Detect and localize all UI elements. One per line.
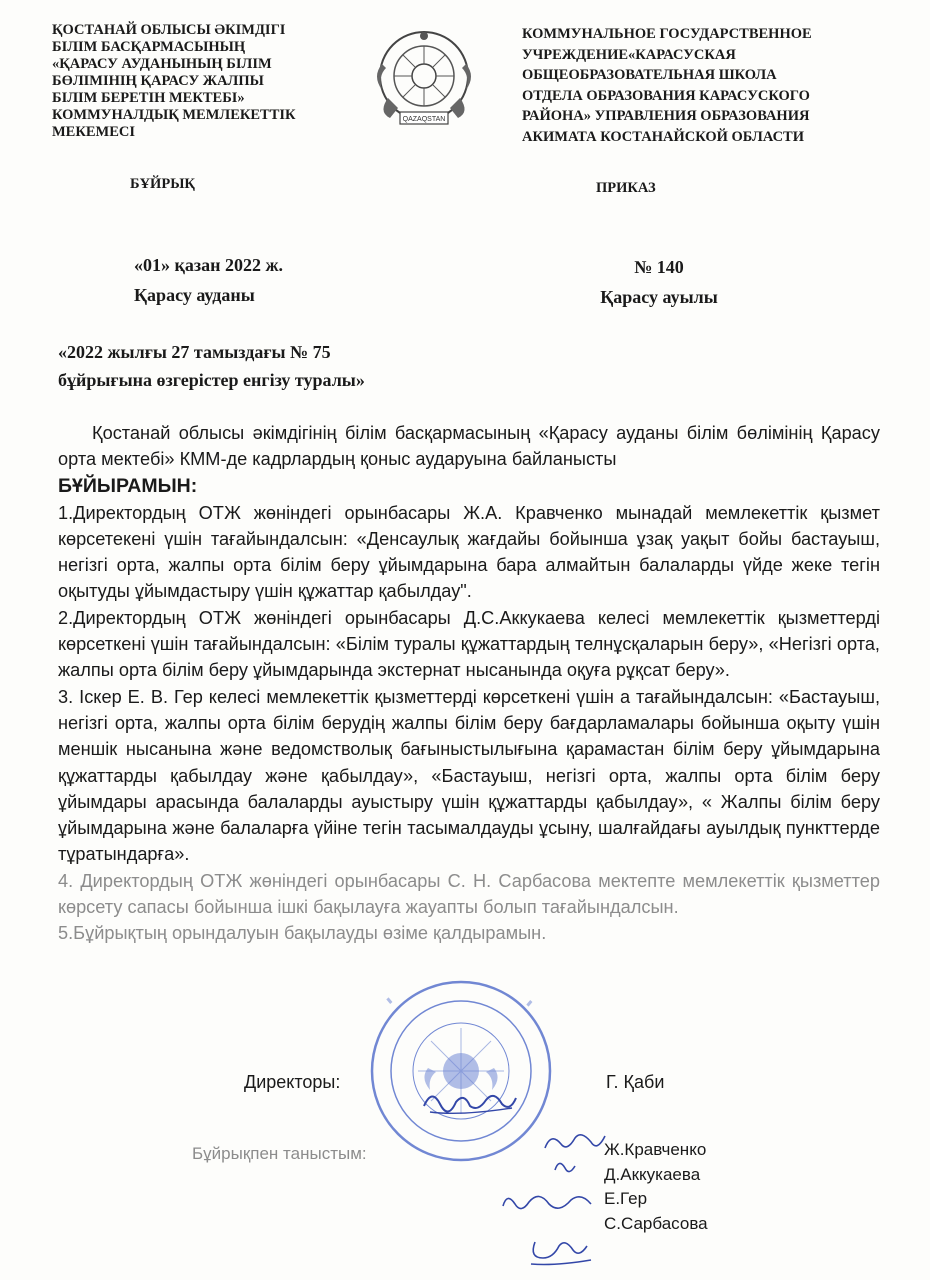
acquainted-label: Бұйрықпен таныстым:: [192, 1144, 367, 1163]
header-left-line: БІЛІМ БАСҚАРМАСЫНЫҢ: [52, 39, 246, 55]
order-item-1: 1.Директордың ОТЖ жөніндегі орынбасары Ж.А. Кравченко мынадай мемлекеттік қызмет көрсетекені үшін тағайындалсын: «Денсаулық жағдайы бойынша ұзақ уақыт бойы бастауыш, негізгі орта, жалпы орта білім беру ұйымдарына бара алмайтын балаларды үйде жеке тегін оқытуды ұйымдастыру үшін құжаттар қабылдау".: [58, 502, 880, 602]
header-right-line: РАЙОНА» УПРАВЛЕНИЯ ОБРАЗОВАНИЯ: [522, 108, 810, 124]
header-right-line: УЧРЕЖДЕНИЕ«КАРАСУСКАЯ: [522, 46, 736, 63]
director-signature-icon: [420, 1082, 520, 1122]
header-left-org: [52, 22, 352, 141]
header-left-line: «ҚАРАСУ АУДАНЫНЫҢ БІЛІМ: [52, 56, 272, 72]
header-right-line: КОММУНАЛЬНОЕ ГОСУДАРСТВЕННОЕ: [522, 26, 812, 42]
order-item-2: 2.Директордың ОТЖ жөніндегі орынбасары Д.С.Аккукаева келесі мемлекеттік қызметтерді көрсеткені үшін тағайындалсын: «Білім туралы құжаттардың телнұсқаларын беру», «Негізгі орта, жалпы орта білім беру ұйымдарында экстернат нысанында оқуға рұқсат беру».: [58, 607, 880, 681]
order-word: БҰЙЫРАМЫН:: [58, 474, 198, 497]
kazakhstan-emblem-icon: [368, 24, 480, 132]
acquainted-name: С.Сарбасова: [604, 1213, 708, 1233]
doc-type-ru: ПРИКАЗ: [596, 180, 656, 196]
header-left-line: ҚОСТАНАЙ ОБЛЫСЫ ӘКІМДІГІ: [52, 22, 286, 38]
doc-place-left: Қарасу ауданы: [134, 285, 255, 305]
body-intro: Қостанай облысы әкімдігінің білім басқармасының «Қарасу ауданы білім бөлімінің Қарасу орта мектебі» КММ-де кадрлардың қоныс аударуына байланысты: [58, 423, 880, 470]
doc-type-kz: БҰЙРЫҚ: [130, 176, 195, 192]
director-title: Директоры:: [244, 1072, 341, 1092]
header-left-line: БӨЛІМІНІҢ ҚАРАСУ ЖАЛПЫ: [52, 73, 264, 89]
order-item-4: 4. Директордың ОТЖ жөніндегі орынбасары С. Н. Сарбасова мектепте мемлекеттік қызметтер көрсету сапасы бойынша ішкі бақылауға жауапты болып тағайындалсын.: [58, 870, 880, 918]
subject-line-2: бұйрығына өзгерістер енгізу туралы»: [58, 370, 365, 390]
order-item-3: 3. Іскер Е. В. Гер келесі мемлекеттік қызметтерді көрсеткені үшін а тағайындалсын: «Бастауыш, негізгі орта, жалпы орта білім берудің жалпы білім беру бағдарламалары бойынша оқыту үшін меншік нысанына және ведомстволық бағыныстылығына қарамастан білім беру ұйымдарына құжаттарды қабылдау және қабылдау», «Бастауыш, негізгі орта, жалпы орта білім беру ұйымдары арасында балаларды ауыстыру үшін құжаттарды қабылдау», « Жалпы білім беру ұйымдарына және балаларға үйіне тегін тасымалдауды ұсыну, шалғайдағы ауылдық пункттерде тұратындарға».: [58, 686, 880, 865]
doc-number: № 140: [634, 257, 684, 277]
emblem-ribbon-text: QAZAQSTAN: [402, 116, 446, 123]
header-right-line: ОБЩЕОБРАЗОВАТЕЛЬНАЯ ШКОЛА: [522, 67, 777, 83]
header-right-line: ОТДЕЛА ОБРАЗОВАНИЯ КАРАСУСКОГО: [522, 87, 810, 104]
doc-subject: [58, 338, 365, 394]
director-name: Г. Қаби: [606, 1072, 665, 1092]
doc-place-right: Қарасу ауылы: [600, 287, 718, 307]
header-left-line: БІЛІМ БЕРЕТІН МЕКТЕБІ»: [52, 90, 245, 106]
acquainted-names: [604, 1138, 708, 1236]
acquainted-name: Е.Гер: [604, 1189, 648, 1208]
doc-number-block: [594, 252, 724, 312]
header-left-line: МЕКЕМЕСІ: [52, 124, 136, 140]
doc-date: «01» қазан 2022 ж.: [134, 255, 284, 275]
doc-date-block: [134, 250, 283, 310]
acquainted-name: Ж.Кравченко: [604, 1140, 707, 1159]
doc-body: [58, 420, 880, 947]
acquainted-name: Д.Аккукаева: [604, 1164, 701, 1184]
header-right-org: [522, 24, 882, 147]
header-right-line: АКИМАТА КОСТАНАЙСКОЙ ОБЛАСТИ: [522, 128, 805, 145]
order-item-5: 5.Бұйрықтың орындалуын бақылауды өзіме қалдырамын.: [58, 923, 547, 944]
subject-line-1: «2022 жылғы 27 тамыздағы № 75: [58, 342, 331, 362]
header-left-line: КОММУНАЛДЫҚ МЕМЛЕКЕТТІК: [52, 107, 296, 123]
